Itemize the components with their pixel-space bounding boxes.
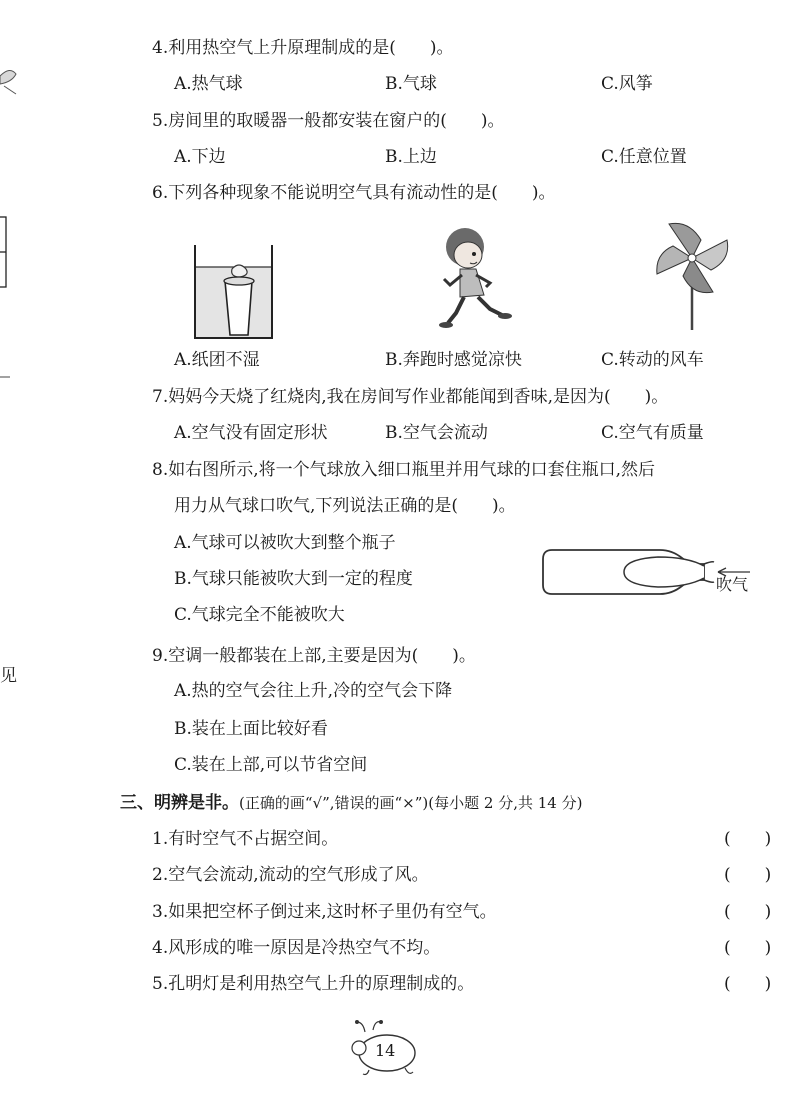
q8-option-b: B.气球只能被吹大到一定的程度 — [174, 569, 413, 589]
page-number: 14 — [375, 1041, 396, 1060]
section3-heading — [120, 795, 582, 812]
bottle-balloon-illustration — [540, 545, 730, 605]
q8-stem-line2: 用力从气球口吹气,下列说法正确的是( )。 — [174, 496, 516, 516]
q9-stem: 9.空调一般都装在上部,主要是因为( )。 — [152, 646, 476, 666]
q7-option-a: A.空气没有固定形状 — [174, 423, 328, 443]
running-boy-illustration — [430, 225, 520, 335]
judge-answer-blank-3[interactable]: ( ) — [724, 902, 772, 922]
judge-item-5: 5.孔明灯是利用热空气上升的原理制成的。 — [152, 974, 475, 994]
q7-stem: 7.妈妈今天烧了红烧肉,我在房间写作业都能闻到香味,是因为( )。 — [152, 387, 669, 407]
q4-stem: 4.利用热空气上升原理制成的是( )。 — [152, 38, 454, 58]
q9-option-a: A.热的空气会往上升,冷的空气会下降 — [174, 681, 453, 701]
judge-item-1: 1.有时空气不占据空间。 — [152, 829, 339, 849]
q9-option-b: B.装在上面比较好看 — [174, 719, 328, 739]
cup-in-water-illustration — [190, 235, 280, 345]
section3-instruction: (正确的画“√”,错误的画“×”)(每小题 2 分,共 14 分) — [239, 794, 583, 812]
q7-option-b: B.空气会流动 — [385, 423, 488, 443]
q8-option-c: C.气球完全不能被吹大 — [174, 605, 345, 625]
q4-option-a: A.热气球 — [174, 74, 243, 94]
margin-character: 见 — [0, 666, 17, 686]
q8-stem-line1: 8.如右图所示,将一个气球放入细口瓶里并用气球的口套住瓶口,然后 — [152, 460, 656, 480]
judge-answer-blank-2[interactable]: ( ) — [724, 865, 772, 885]
pinwheel-illustration — [655, 218, 735, 333]
q6-stem: 6.下列各种现象不能说明空气具有流动性的是( )。 — [152, 183, 556, 203]
q6-option-a: A.纸团不湿 — [174, 350, 260, 370]
q7-option-c: C.空气有质量 — [601, 423, 704, 443]
blow-air-label: 吹气 — [716, 575, 749, 594]
judge-item-4: 4.风形成的唯一原因是冷热空气不均。 — [152, 938, 441, 958]
judge-answer-blank-1[interactable]: ( ) — [724, 829, 772, 849]
q5-option-a: A.下边 — [174, 147, 226, 167]
q5-option-c: C.任意位置 — [601, 147, 687, 167]
q8-option-a: A.气球可以被吹大到整个瓶子 — [174, 533, 396, 553]
section3-title: 三、明辨是非。 — [120, 793, 239, 813]
leaf-icon — [0, 70, 16, 94]
q6-option-c: C.转动的风车 — [601, 350, 704, 370]
judge-item-2: 2.空气会流动,流动的空气形成了风。 — [152, 865, 429, 885]
table-fragment — [0, 217, 6, 287]
judge-item-3: 3.如果把空杯子倒过来,这时杯子里仍有空气。 — [152, 902, 497, 922]
judge-answer-blank-4[interactable]: ( ) — [724, 938, 772, 958]
q4-option-b: B.气球 — [385, 74, 437, 94]
q6-option-b: B.奔跑时感觉凉快 — [385, 350, 522, 370]
q5-stem: 5.房间里的取暖器一般都安装在窗户的( )。 — [152, 111, 505, 131]
q9-option-c: C.装在上部,可以节省空间 — [174, 755, 368, 775]
left-margin-decoration — [0, 60, 30, 380]
q5-option-b: B.上边 — [385, 147, 437, 167]
judge-answer-blank-5[interactable]: ( ) — [724, 974, 772, 994]
q4-option-c: C.风筝 — [601, 74, 653, 94]
